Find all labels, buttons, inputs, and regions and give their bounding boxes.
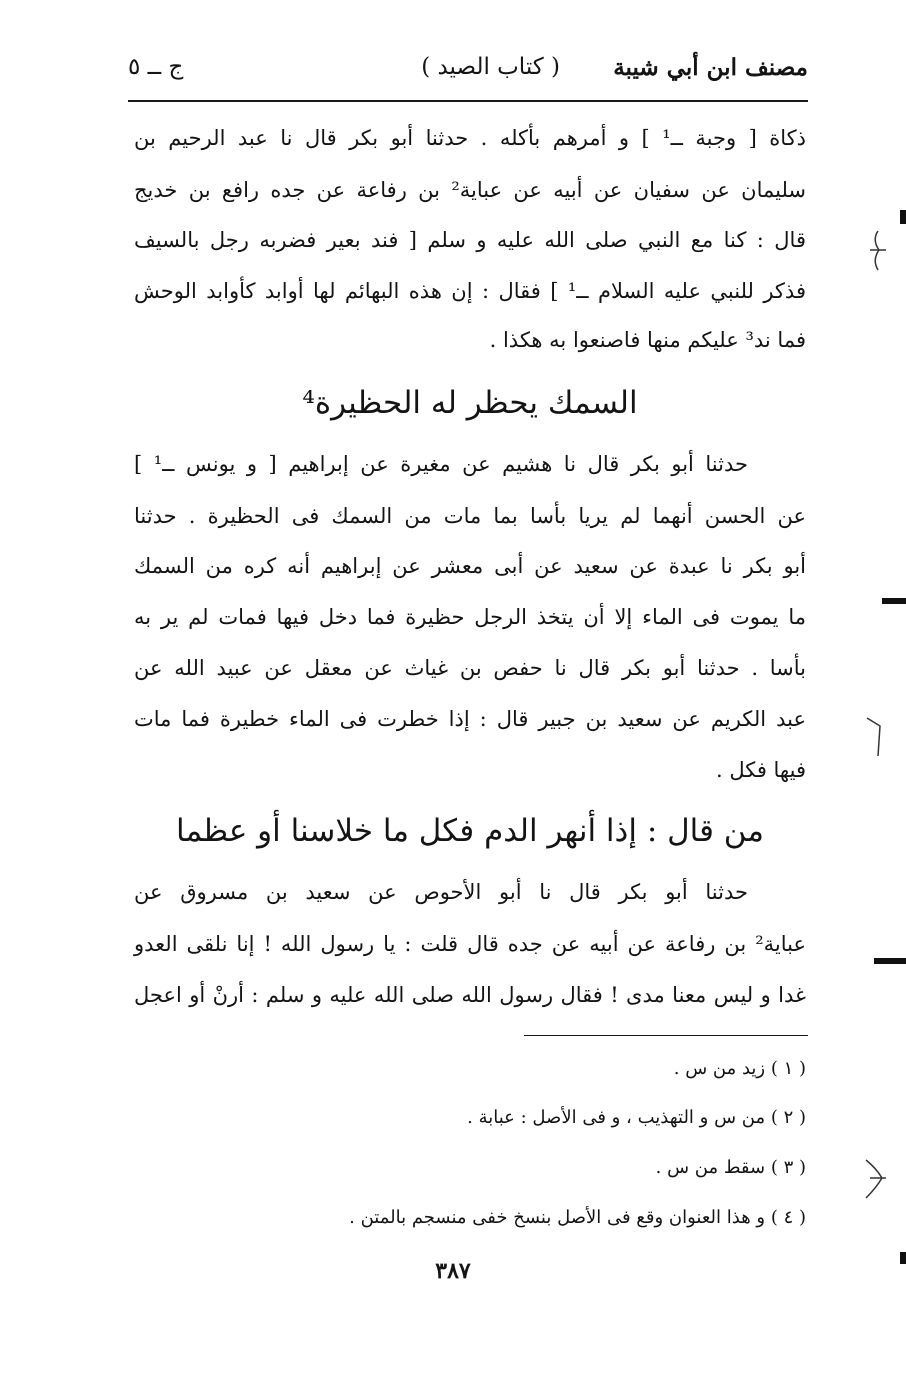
text-line: عباية² بن رفاعة عن أبيه عن جده قال قلت : يا رسول الله ! إنا نلقى العدو (134, 932, 806, 956)
text-line: ذكاة [ وجبة ــ¹ ] و أمرهم بأكله . حدثنا أبو بكر قال نا عبد الرحيم بن (134, 126, 806, 150)
text-line: عبد الكريم عن سعيد بن جبير قال : إذا خطرت فى الماء خطيرة فما مات (134, 707, 806, 731)
footnote-rule (524, 1035, 808, 1036)
text-line: حدثنا أبو بكر قال نا أبو الأحوص عن سعيد بن مسروق عن (134, 880, 748, 904)
text-line: بأسا . حدثنا أبو بكر قال نا حفص بن غياث عن معقل عن عبيد الله عن (134, 656, 806, 680)
book-title: مصنف ابن أبي شيبة (613, 54, 808, 81)
text-line: فيها فكل . (715, 758, 806, 782)
text-line: حدثنا أبو بكر قال نا هشيم عن مغيرة عن إبراهيم [ و يونس ــ¹ ] (134, 452, 748, 476)
running-header (128, 46, 808, 96)
text-line: ما يموت فى الماء إلا أن يتخذ الرجل حظيرة فما دخل فيها فمات لم ير به (134, 605, 806, 629)
margin-edge-mark (900, 210, 906, 224)
margin-edge-mark (882, 598, 906, 604)
section-heading: السمك يحظر له الحظيرة⁴ (302, 385, 638, 421)
text-line: فما ند³ عليكم منها فاصنعوا به هكذا . (489, 328, 806, 352)
text-line: عن الحسن أنهما لم يريا بأسا بما مات من السمك فى الحظيرة . حدثنا (134, 504, 806, 528)
footnote: ( ١ ) زيد من س . (673, 1058, 806, 1079)
text-line: قال : كنا مع النبي صلى الله عليه و سلم [ فند بعير فضربه رجل بالسيف (134, 228, 806, 252)
text-line: سليمان عن سفيان عن أبيه عن عباية² بن رفاعة عن جده رافع بن خديج (134, 178, 807, 202)
text-line: غدا و ليس معنا مدى ! فقال رسول الله صلى الله عليه و سلم : أرنْ أو اعجل (134, 983, 806, 1007)
text-line: أبو بكر نا عبدة عن سعيد عن أبى معشر عن إبراهيم أنه كره من السمك (134, 554, 806, 578)
margin-edge-mark (900, 1252, 906, 1264)
footnote: ( ٢ ) من س و التهذيب ، و فى الأصل : عبابة . (467, 1107, 806, 1128)
text-line: فذكر للنبي عليه السلام ــ¹ ] فقال : إن هذه البهائم لها أوابد كأوابد الوحش (134, 279, 806, 303)
section-heading: من قال : إذا أنهر الدم فكل ما خلاسنا أو عظما (176, 813, 764, 849)
footnote: ( ٤ ) و هذا العنوان وقع فى الأصل بنسخ خفى منسجم بالمتن . (349, 1207, 806, 1228)
volume-label: ج ــ ٥ (128, 54, 184, 80)
margin-bracket-mark (866, 228, 890, 274)
header-rule (128, 100, 808, 102)
margin-edge-mark (874, 958, 906, 964)
page-number: ٣٨٧ (435, 1258, 471, 1284)
margin-bracket-mark (862, 1156, 888, 1204)
section-label: ( كتاب الصيد ) (421, 54, 560, 80)
footnote: ( ٣ ) سقط من س . (655, 1157, 806, 1178)
margin-bracket-mark (864, 712, 888, 762)
